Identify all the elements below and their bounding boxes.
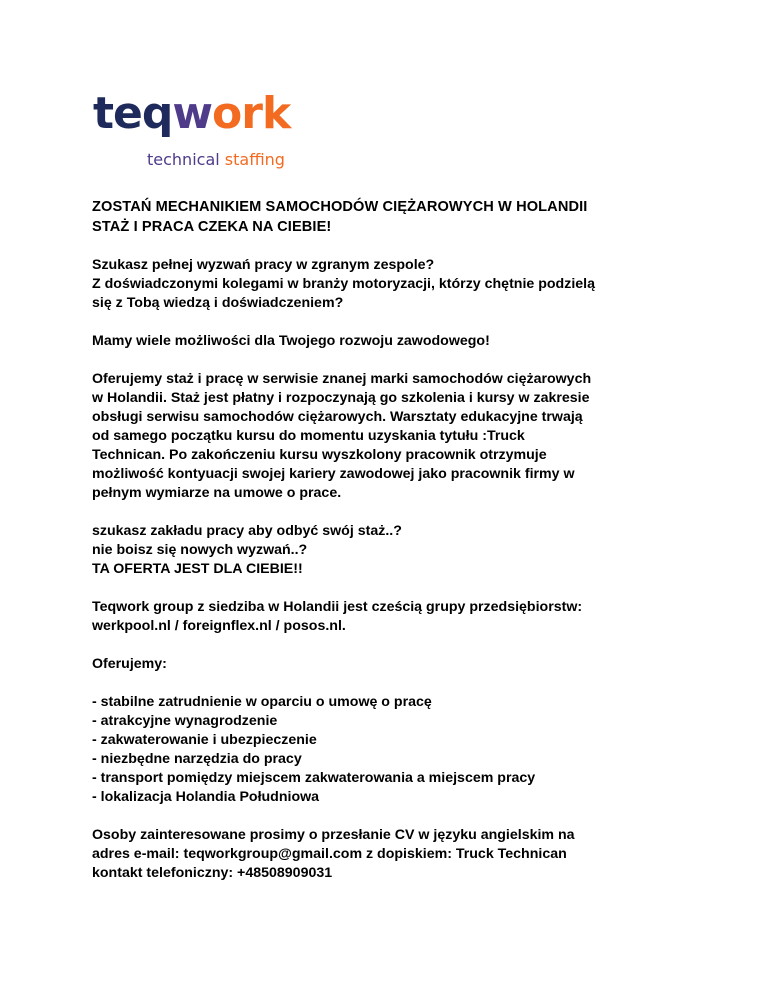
logo-tagline-part1: technical [147,150,220,169]
question-paragraph [92,522,692,579]
contact-paragraph [92,826,692,883]
logo-tagline-part2: staffing [224,150,285,169]
list-item: - zakwaterowanie i ubezpieczenie [92,732,317,748]
text-line: Oferujemy: [92,656,167,672]
spacer [92,636,692,655]
opportunities-paragraph [92,332,692,351]
company-paragraph [92,598,692,636]
text-line: obsługi serwisu samochodów ciężarowych. Warsztaty edukacyjne trwają [92,409,583,425]
text-line: Szukasz pełnej wyzwań pracy w zgranym zespole? [92,257,435,273]
text-line: adres e-mail: teqworkgroup@gmail.com z dopiskiem: Truck Technican [92,846,567,862]
intro-paragraph [92,256,692,313]
text-line: kontakt telefoniczny: +48508909031 [92,865,333,881]
logo-wordmark [93,88,290,140]
text-line: Mamy wiele możliwości dla Twojego rozwoju zawodowego! [92,333,490,349]
spacer [92,351,692,370]
list-item: - stabilne zatrudnienie w oparciu o umowę o pracę [92,694,432,710]
text-line: się z Tobą wiedzą i doświadczeniem? [92,295,344,311]
benefits-list [92,693,692,807]
text-line: od samego początku kursu do momentu uzyskania tytułu :Truck [92,428,525,444]
list-item: - atrakcyjne wynagrodzenie [92,713,278,729]
spacer [92,313,692,332]
offer-paragraph [92,370,692,503]
text-line: Oferujemy staż i pracę w serwisie znanej marki samochodów ciężarowych [92,371,592,387]
title-line: ZOSTAŃ MECHANIKIEM SAMOCHODÓW CIĘŻAROWYCH W HOLANDII [92,199,588,215]
logo-wordmark-part3: ork [212,88,291,139]
list-item: - lokalizacja Holandia Południowa [92,789,320,805]
document-body [92,197,692,883]
text-line: werkpool.nl / foreignflex.nl / posos.nl. [92,618,346,634]
text-line: Technican. Po zakończeniu kursu wyszkolony pracownik otrzymuje [92,447,547,463]
list-item: - transport pomiędzy miejscem zakwaterowania a miejscem pracy [92,770,536,786]
text-line: pełnym wymiarze na umowe o prace. [92,485,342,501]
logo-tagline [147,150,285,170]
text-line: w Holandii. Staż jest płatny i rozpoczynają go szkolenia i kursy w zakresie [92,390,590,406]
title-line: STAŻ I PRACA CZEKA NA CIEBIE! [92,219,332,235]
text-line: możliwość kontyuacji swojej kariery zawodowej jako pracownik firmy w [92,466,575,482]
spacer [92,579,692,598]
logo-wordmark-part1: teq [93,88,173,139]
list-item: - niezbędne narzędzia do pracy [92,751,302,767]
text-line: TA OFERTA JEST DLA CIEBIE!! [92,561,303,577]
text-line: szukasz zakładu pracy aby odbyć swój staż..? [92,523,402,539]
text-line: Z doświadczonymi kolegami w branży motoryzacji, którzy chętnie podzielą [92,276,595,292]
spacer [92,503,692,522]
spacer [92,237,692,256]
spacer [92,674,692,693]
text-line: Teqwork group z siedziba w Holandii jest cześcią grupy przedsiębiorstw: [92,599,583,615]
text-line: nie boisz się nowych wyzwań..? [92,542,308,558]
text-line: Osoby zainteresowane prosimy o przesłanie CV w języku angielskim na [92,827,575,843]
page-title [92,197,692,237]
company-logo [93,88,333,172]
benefits-heading [92,655,692,674]
logo-wordmark-part2: w [172,88,213,139]
spacer [92,807,692,826]
